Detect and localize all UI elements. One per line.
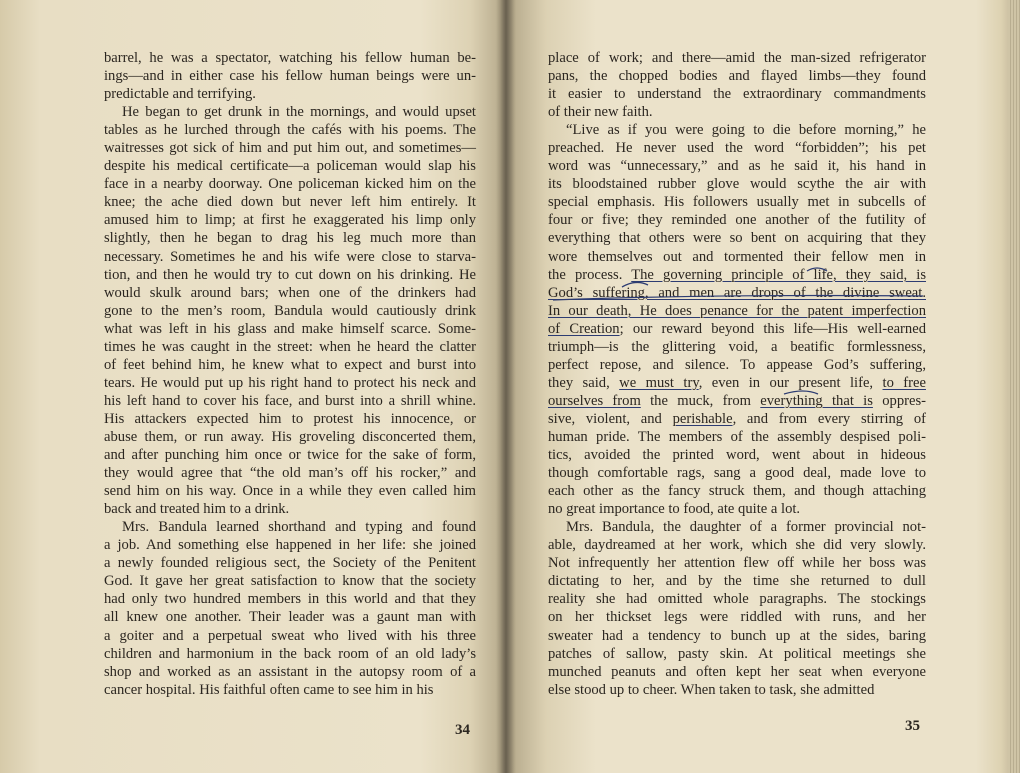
text-line: each other as the fancy struck them, and though attaching bbox=[548, 483, 926, 500]
text-line: on her thickset legs were riddled with runs, and her bbox=[548, 609, 926, 626]
left-page-number: 34 bbox=[455, 722, 470, 738]
text-line: special emphasis. His followers usually met in subcells of bbox=[548, 194, 926, 211]
text-line: wore themselves out and tormented their fellow men in bbox=[548, 248, 926, 265]
text-line: tables as he lurched through the cafés with his poems. The bbox=[104, 122, 476, 139]
text-line: word was “unnecessary,” and as he said it, his hand in bbox=[548, 158, 926, 175]
text-line: times he was caught in the street: when he heard the clatter bbox=[104, 338, 476, 355]
underlined-phrase: The governing principle of life, they said, is bbox=[631, 266, 927, 283]
text-line: face in a nearby doorway. One policeman kicked him on the bbox=[104, 176, 476, 193]
text-line: tears. He would put up his right hand to protect his neck and bbox=[104, 374, 476, 391]
right-page-number: 35 bbox=[905, 718, 920, 734]
right-page bbox=[506, 0, 1020, 773]
text-line: four or five; they reminded one another of the futility of bbox=[548, 212, 926, 229]
text-line: barrel, he was a spectator, watching his fellow human be- bbox=[104, 50, 476, 66]
book-gutter bbox=[496, 0, 516, 773]
text-line: shop and worked as an assistant in the autopsy room of a bbox=[104, 663, 476, 680]
text-line: they said, we must try, even in our present life, to free bbox=[548, 374, 926, 391]
text-line: of their new faith. bbox=[548, 104, 653, 121]
text-line: preached. He never used the word “forbidden”; his pet bbox=[548, 140, 926, 157]
text-line: and after punching him once or twice for the sake of form, bbox=[104, 447, 476, 464]
text-line: tics, avoided the printed word, went about in hideous bbox=[548, 447, 926, 464]
text-line: waitresses got sick of him and put him out, and sometimes— bbox=[104, 140, 476, 157]
text-line: place of work; and there—amid the man-sized refrigerator bbox=[548, 50, 926, 66]
text-line: necessary. Sometimes he and his wife were close to starva- bbox=[104, 248, 476, 265]
text-line: would skulk around bars; when one of the drinkers had bbox=[104, 284, 476, 301]
text-line bbox=[548, 284, 926, 302]
text-line: slightly, then he began to drag his leg much more than bbox=[104, 230, 476, 247]
underlined-phrase: In our death, He does penance for the patent imperfection bbox=[548, 302, 926, 319]
text-line: Mrs. Bandula learned shorthand and typing and found bbox=[122, 519, 476, 536]
underlined-phrase: God’s suffering, and men are drops of the divine sweat. bbox=[548, 284, 926, 301]
text-line: a newly founded religious sect, the Society of the Penitent bbox=[104, 555, 476, 572]
text-line: knee; the ache died down but never left him entirely. It bbox=[104, 194, 476, 211]
text-line: despite his medical certificate—a policeman would slap his bbox=[104, 158, 476, 175]
text-line: sweater had a tendency to bunch up at the sides, baring bbox=[548, 627, 926, 644]
text-line: patches of sallow, pasty skin. At political meetings she bbox=[548, 645, 926, 662]
text-line: gone to the men’s room, Bandula would cautiously drink bbox=[104, 302, 476, 319]
text-line: sive, violent, and perishable, and from every stirring of bbox=[548, 410, 926, 427]
text-line: of Creation; our reward beyond this life—His well-earned bbox=[548, 320, 926, 337]
text-line: no great importance to food, ate quite a lot. bbox=[548, 501, 801, 518]
text-line: his left hand to cover his face, and burst into a shrill whine. bbox=[104, 392, 476, 409]
text-line: children and harmonium in the back room of an old lady’s bbox=[104, 645, 476, 662]
text-line: munched peanuts and often kept her seat when everyone bbox=[548, 663, 926, 680]
underlined-phrase: we must try bbox=[619, 374, 699, 391]
right-page-body bbox=[548, 49, 926, 699]
text-line: a job. And something else happened in her life: she joined bbox=[104, 537, 476, 554]
text-line: all knew one another. Their leader was a gaunt man with bbox=[104, 609, 476, 626]
text-line: Mrs. Bandula, the daughter of a former provincial not- bbox=[566, 519, 926, 536]
underlined-phrase: everything that is bbox=[760, 392, 873, 409]
text-line: God. It gave her great satisfaction to know that the society bbox=[104, 573, 476, 590]
underlined-phrase: of Creation bbox=[548, 320, 620, 337]
text-line: though comfortable rags, sang a good deal, made love to bbox=[548, 465, 926, 482]
text-line: it easier to understand the extraordinary commandments bbox=[548, 86, 926, 103]
text-line: its bloodstained rubber glove would scythe the air with bbox=[548, 176, 926, 193]
text-line: of feet behind him, he knew what to expect and burst into bbox=[104, 356, 476, 373]
left-page bbox=[0, 0, 506, 773]
text-line: triumph—is the glittering void, a beatific formlessness, bbox=[548, 338, 926, 355]
text-line: they would agree that “the old man’s off his rocker,” and bbox=[104, 465, 476, 482]
text-line: pans, the chopped bodies and flayed limbs—they found bbox=[548, 68, 926, 85]
text-line: predictable and terrifying. bbox=[104, 86, 256, 103]
text-line: the process. The governing principle of life, they said, is bbox=[548, 266, 927, 283]
text-line: amused him to limp; at first he exaggerated his limp only bbox=[104, 212, 476, 229]
text-line: everything that others were so bent on acquiring that they bbox=[548, 230, 926, 247]
text-line: cancer hospital. His faithful often came to see him in his bbox=[104, 681, 434, 698]
page-edges bbox=[1008, 0, 1020, 773]
text-line: ings—and in either case his fellow human beings were un- bbox=[104, 68, 476, 85]
text-line: perfect repose, and silence. To appease God’s suffering, bbox=[548, 356, 926, 373]
underlined-phrase: perishable bbox=[672, 410, 733, 427]
text-line bbox=[548, 302, 926, 320]
text-line: “Live as if you were going to die before morning,” he bbox=[566, 122, 926, 139]
text-line: His attackers expected him to protest his innocence, or bbox=[104, 410, 476, 427]
text-line: what was left in his glass and make himself scarce. Some- bbox=[104, 320, 476, 337]
text-line: back and treated him to a drink. bbox=[104, 501, 290, 518]
text-line: ourselves from the muck, from everything that is oppres- bbox=[548, 392, 926, 409]
underlined-phrase: ourselves from bbox=[548, 392, 641, 409]
text-line: dictating to her, and by the time she returned to dull bbox=[548, 573, 926, 590]
left-page-body bbox=[104, 49, 476, 699]
text-line: send him on his way. Once in a while they even called him bbox=[104, 483, 476, 500]
text-line: else stood up to cheer. When taken to task, she admitted bbox=[548, 681, 875, 698]
text-line: He began to get drunk in the mornings, and would upset bbox=[122, 104, 476, 121]
text-line: had only two hundred members in this world and that they bbox=[104, 591, 476, 608]
text-line: abuse them, or run away. His groveling disconcerted them, bbox=[104, 428, 476, 445]
underlined-phrase: to free bbox=[882, 374, 926, 391]
text-line: human pride. The members of the assembly despised poli- bbox=[548, 428, 926, 445]
text-line: reality she had omitted whole paragraphs. The stockings bbox=[548, 591, 926, 608]
text-line: a goiter and a perpetual sweat who lived with his three bbox=[104, 627, 476, 644]
text-line: tion, and then he would try to cut down on his drinking. He bbox=[104, 266, 476, 283]
text-line: able, daydreamed at her work, which she did very slowly. bbox=[548, 537, 926, 554]
text-line: Not infrequently her attention flew off while her boss was bbox=[548, 555, 926, 572]
